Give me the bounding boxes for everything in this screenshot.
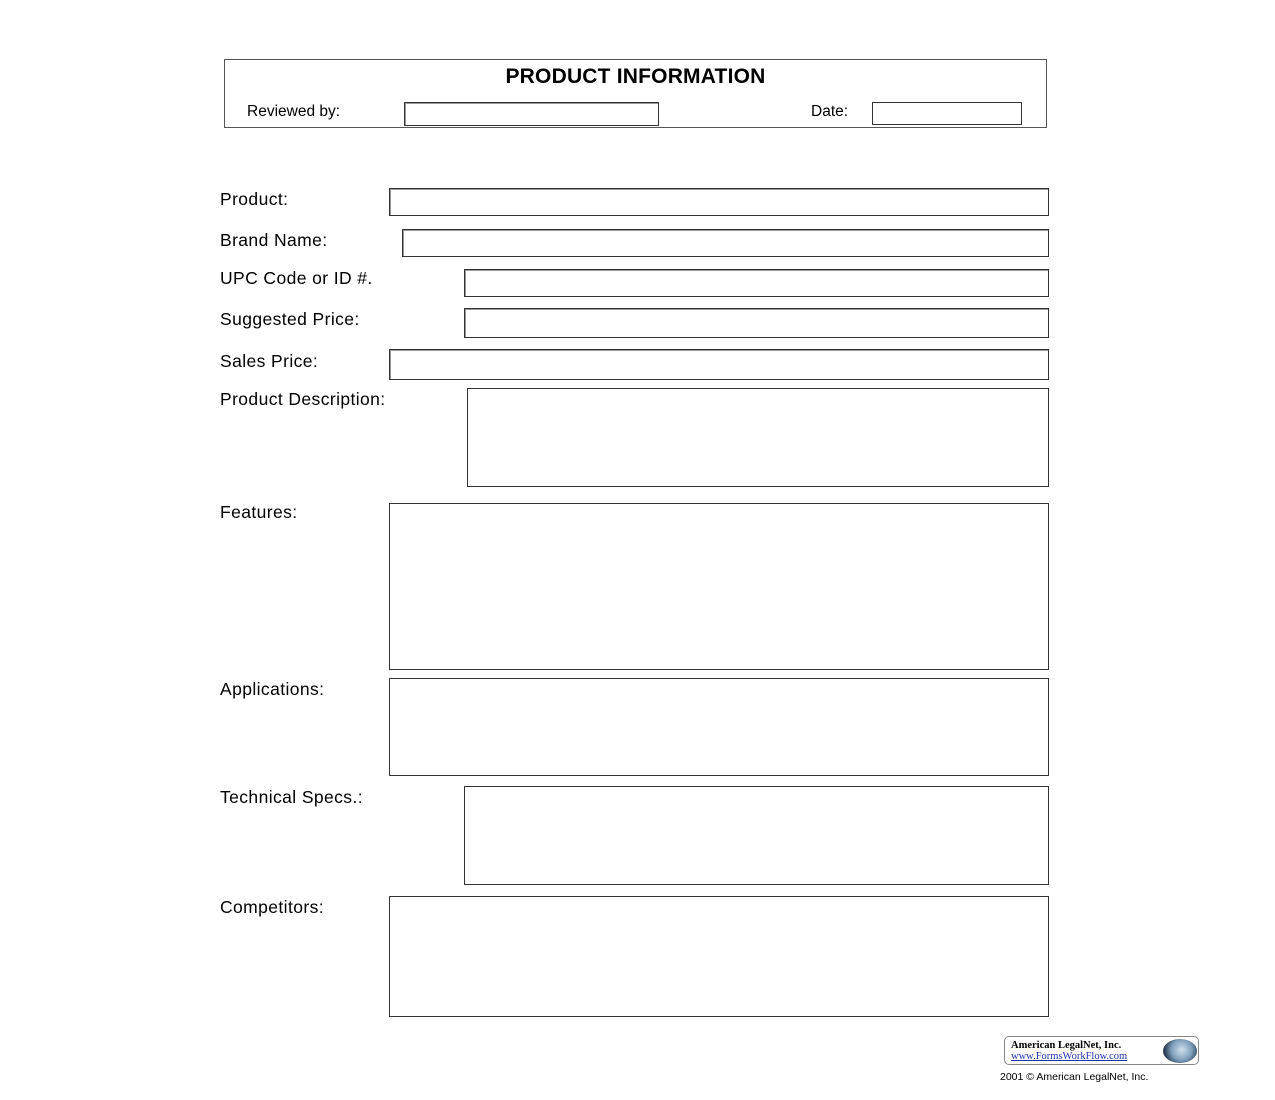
competitors-label: Competitors: xyxy=(220,897,324,917)
suggested-price-field[interactable] xyxy=(464,308,1049,338)
globe-icon xyxy=(1163,1039,1197,1063)
logo-website-link[interactable]: www.FormsWorkFlow.com xyxy=(1011,1051,1128,1062)
product-description-label: Product Description: xyxy=(220,389,386,409)
copyright-notice: 2001 © American LegalNet, Inc. xyxy=(1000,1071,1149,1083)
logo-company-name: American LegalNet, Inc. xyxy=(1011,1040,1122,1051)
technical-specs-label: Technical Specs.: xyxy=(220,787,363,807)
features-field[interactable] xyxy=(389,503,1049,670)
features-label: Features: xyxy=(220,502,298,522)
date-field[interactable] xyxy=(872,102,1022,125)
suggested-price-label: Suggested Price: xyxy=(220,309,360,329)
upc-code-label: UPC Code or ID #. xyxy=(220,268,373,288)
reviewed-by-field[interactable] xyxy=(404,102,659,126)
brand-name-field[interactable] xyxy=(402,229,1049,257)
brand-name-label: Brand Name: xyxy=(220,230,328,250)
applications-label: Applications: xyxy=(220,679,325,699)
product-description-field[interactable] xyxy=(467,388,1049,487)
date-label: Date: xyxy=(811,103,849,120)
publisher-logo xyxy=(1004,1036,1199,1065)
page-title: PRODUCT INFORMATION xyxy=(505,65,766,88)
reviewed-by-label: Reviewed by: xyxy=(247,103,341,120)
sales-price-label: Sales Price: xyxy=(220,351,319,371)
upc-code-field[interactable] xyxy=(464,269,1049,297)
applications-field[interactable] xyxy=(389,678,1049,776)
product-field[interactable] xyxy=(389,188,1049,216)
technical-specs-field[interactable] xyxy=(464,786,1049,885)
product-label: Product: xyxy=(220,189,289,209)
competitors-field[interactable] xyxy=(389,896,1049,1017)
form-header xyxy=(224,59,1047,128)
sales-price-field[interactable] xyxy=(389,349,1049,380)
